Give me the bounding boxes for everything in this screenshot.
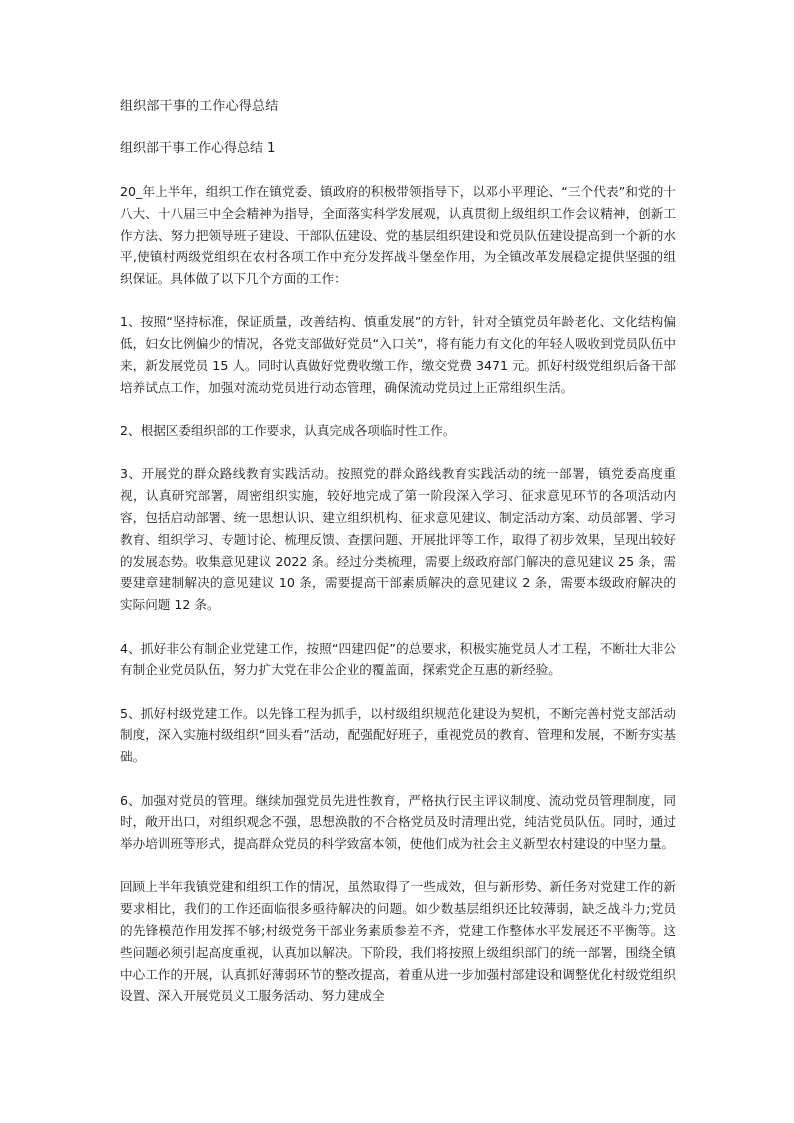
paragraph-item-6: 6、加强对党员的管理。继续加强党员先进性教育，严格执行民主评议制度、流动党员管理制度，同时，敞开出口，对组织观念不强，思想涣散的不合格党员及时清理出党，纯洁党员队伍。同时，通过举办培训班等形式，提高群众党员的科学致富本领，使他们成为社会主义新型农村建设的中坚力量。: [120, 792, 676, 852]
document-title: 组织部干事的工作心得总结: [120, 99, 279, 114]
paragraph-item-3: 3、开展党的群众路线教育实践活动。按照党的群众路线教育实践活动的统一部署，镇党委高度重视，认真研究部署，周密组织实施，较好地完成了第一阶段深入学习、征求意见环节的各项活动内容，包括启动部署、统一思想认识、建立组织机构、征求意见建议、制定活动方案、动员部署、学习教育、组织学习、专题讨论、梳理反馈、查摆问题、开展批评等工作，取得了初步效果，呈现出较好的发展态势。收集意见建议 2022 条。经过分类梳理，需要上级政府部门解决的意见建议 25 条，需要建章建制解决的意见建议 10 条，需要提高干部素质解决的意见建议 2 条，需要本级政府解决的实际问题 12 条。: [120, 466, 676, 613]
section-heading: 组织部干事工作心得总结 1: [120, 141, 276, 156]
paragraph-item-2: 2、根据区委组织部的工作要求，认真完成各项临时性工作。: [120, 423, 456, 439]
paragraph-item-1: 1、按照“坚持标准，保证质量，改善结构、慎重发展”的方针，针对全镇党员年龄老化、文化结构偏低，妇女比例偏少的情况，各党支部做好党员“入口关”，将有能力有文化的年轻人吸收到党员队伍中来，新发展党员 15 人。同时认真做好党费收缴工作，缴交党费 3471 元。抓好村级党组织后备干部培养试点工作，加强对流动党员进行动态管理，确保流动党员过上正常组织生活。: [120, 314, 676, 395]
document-page: [120, 96, 676, 1029]
paragraph-item-5: 5、抓好村级党建工作。以先锋工程为抓手，以村级组织规范化建设为契机，不断完善村党支部活动制度，深入实施村级组织“回头看”活动，配强配好班子，重视党员的教育、管理和发展，不断夯实基础。: [120, 705, 676, 765]
paragraph-item-4: 4、抓好非公有制企业党建工作，按照“四建四促”的总要求，积极实施党员人才工程，不断壮大非公有制企业党员队伍，努力扩大党在非公企业的覆盖面，探索党企互惠的新经验。: [120, 640, 676, 678]
paragraph-review: 回顾上半年我镇党建和组织工作的情况，虽然取得了一些成效，但与新形势、新任务对党建工作的新要求相比，我们的工作还面临很多亟待解决的问题。如少数基层组织还比较薄弱，缺乏战斗力;党员的先锋模范作用发挥不够;村级党务干部业务素质参差不齐，党建工作整体水平发展还不平衡等。这些问题必须引起高度重视，认真加以解决。下阶段，我们将按照上级组织部门的统一部署，围绕全镇中心工作的开展，认真抓好薄弱环节的整改提高，着重从进一步加强村部建设和调整优化村级党组织设置、深入开展党员义工服务活动、努力建成全: [120, 879, 676, 1004]
paragraph-intro: 20_年上半年，组织工作在镇党委、镇政府的积极带领指导下，以邓小平理论、“三个代表”和党的十八大、十八届三中全会精神为指导，全面落实科学发展观，认真贯彻上级组织工作会议精神，创新工作方法、努力把领导班子建设、干部队伍建设、党的基层组织建设和党员队伍建设提高到一个新的水平,使镇村两级党组织在农村各项工作中充分发挥战斗堡垒作用，为全镇改革发展稳定提供坚强的组织保证。具体做了以下几个方面的工作：: [120, 184, 676, 287]
